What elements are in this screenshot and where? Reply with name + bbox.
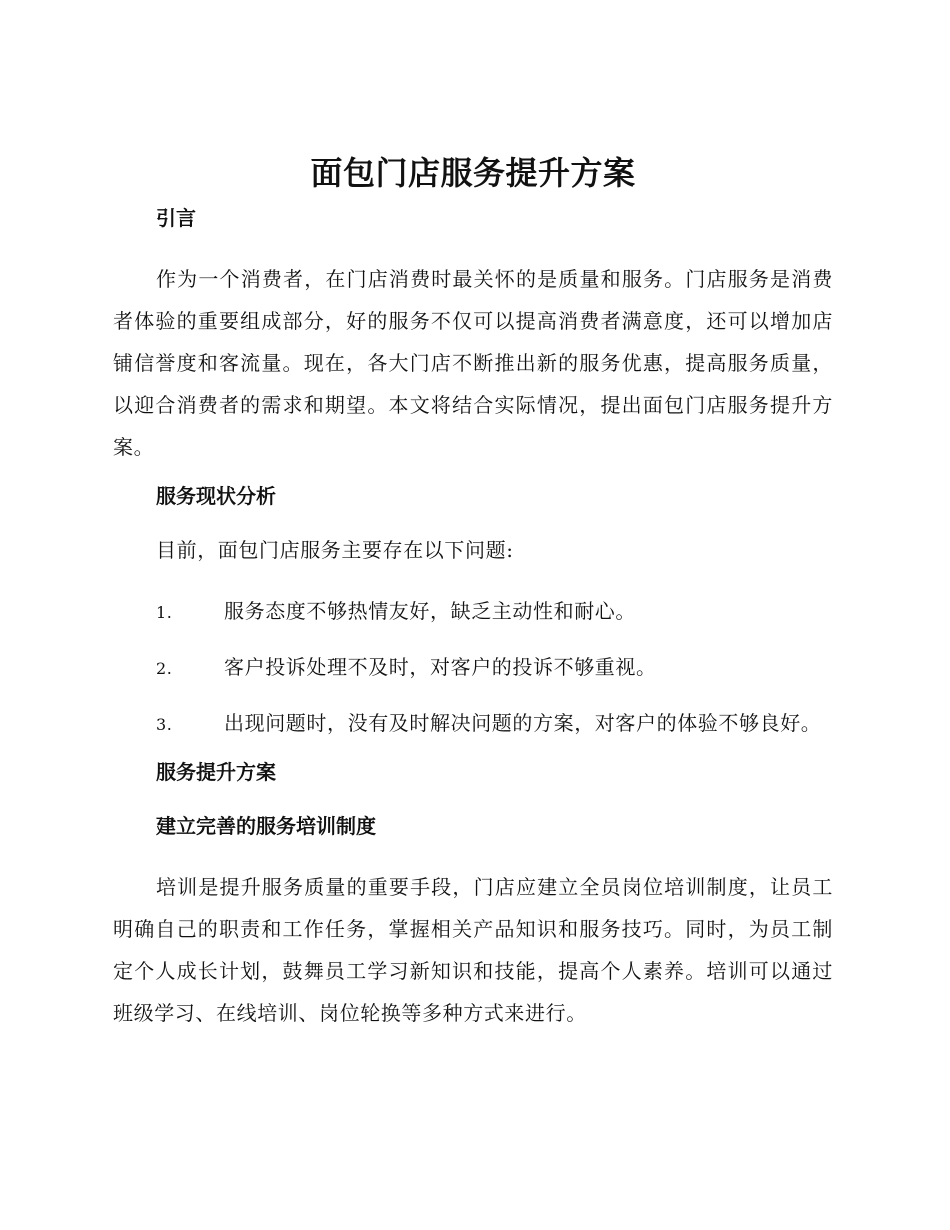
list-item-text: 服务态度不够热情友好，缺乏主动性和耐心。 [224, 599, 636, 623]
list-item [113, 590, 833, 634]
list-item-text: 出现问题时，没有及时解决问题的方案，对客户的体验不够良好。 [224, 711, 822, 735]
list-item [113, 702, 833, 746]
document-title: 面包门店服务提升方案 [310, 154, 636, 192]
list-item [113, 646, 833, 690]
subsection-heading-training: 建立完善的服务培训制度 [156, 814, 376, 838]
section-heading-intro: 引言 [156, 206, 196, 230]
list-item-text: 客户投诉处理不及时，对客户的投诉不够重视。 [224, 655, 657, 679]
training-paragraph: 培训是提升服务质量的重要手段，门店应建立全员岗位培训制度，让员工明确自己的职责和工作任务，掌握相关产品知识和服务技巧。同时，为员工制定个人成长计划，鼓舞员工学习新知识和技能，提高个人素养。培训可以通过班级学习、在线培训、岗位轮换等多种方式来进行。 [113, 875, 833, 1025]
intro-paragraph: 作为一个消费者，在门店消费时最关怀的是质量和服务。门店服务是消费者体验的重要组成部分，好的服务不仅可以提高消费者满意度，还可以增加店铺信誉度和客流量。现在，各大门店不断推出新的服务优惠，提高服务质量，以迎合消费者的需求和期望。本文将结合实际情况，提出面包门店服务提升方案。 [113, 267, 833, 459]
list-item-number: 3. [156, 715, 173, 734]
list-item-number: 2. [156, 659, 173, 678]
section-heading-improvement-plan: 服务提升方案 [156, 760, 276, 784]
status-intro-text: 目前，面包门店服务主要存在以下问题: [156, 538, 514, 562]
section-heading-status-analysis: 服务现状分析 [156, 484, 276, 508]
list-item-number: 1. [156, 603, 173, 622]
document-body [113, 150, 833, 1048]
